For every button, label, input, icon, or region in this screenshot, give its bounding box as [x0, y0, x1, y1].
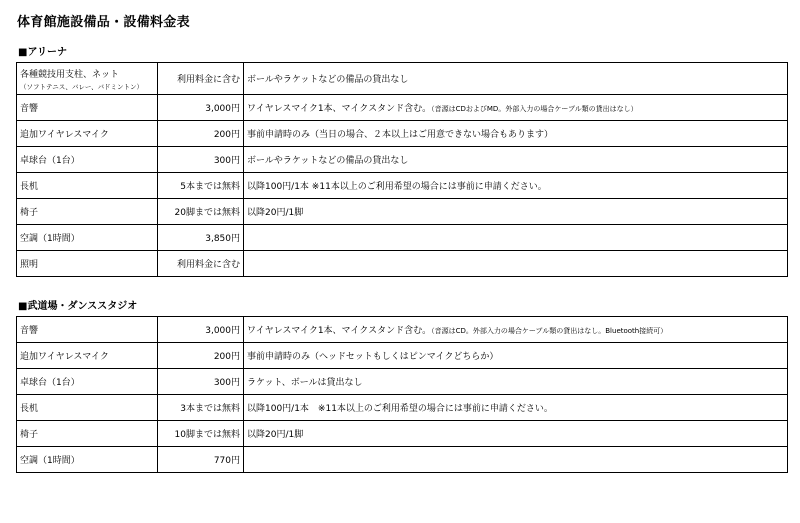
price-cell: 300円: [158, 147, 244, 173]
price-cell: 10脚までは無料: [158, 421, 244, 447]
note-text: 事前申請時のみ（当日の場合、２本以上はご用意できない場合もあります）: [247, 130, 554, 140]
table-row: [17, 63, 788, 95]
price-cell: 5本までは無料: [158, 173, 244, 199]
price-cell: 770円: [158, 447, 244, 473]
item-cell: [17, 199, 158, 225]
item-name: 長机: [20, 404, 39, 414]
item-cell: [17, 63, 158, 95]
note-cell: [244, 369, 788, 395]
note-cell: [244, 317, 788, 343]
note-text: ボールやラケットなどの備品の貸出なし: [247, 156, 409, 166]
item-name: 追加ワイヤレスマイク: [20, 352, 109, 362]
note-text: 以降20円/1脚: [247, 208, 304, 218]
arena-fee-table: [16, 62, 788, 277]
note-cell: [244, 395, 788, 421]
note-text: ラケット、ボールは貸出なし: [247, 378, 363, 388]
item-name: 照明: [20, 260, 39, 270]
price-cell: 利用料金に含む: [158, 63, 244, 95]
table-row: [17, 317, 788, 343]
item-name: 追加ワイヤレスマイク: [20, 130, 109, 140]
note-text: ワイヤレスマイク1本、マイクスタンド含む。: [247, 104, 432, 114]
note-cell: [244, 95, 788, 121]
item-cell: [17, 95, 158, 121]
item-cell: [17, 447, 158, 473]
item-cell: [17, 147, 158, 173]
item-name: 卓球台（1台）: [20, 378, 80, 388]
note-cell: [244, 251, 788, 277]
item-cell: [17, 343, 158, 369]
table-row: [17, 343, 788, 369]
note-cell: [244, 173, 788, 199]
note-text: ワイヤレスマイク1本、マイクスタンド含む。: [247, 326, 432, 336]
price-cell: 200円: [158, 121, 244, 147]
table-row: [17, 173, 788, 199]
note-cell: [244, 447, 788, 473]
note-cell: [244, 63, 788, 95]
note-text: 以降100円/1本 ※11本以上のご利用希望の場合には事前に申請ください。: [247, 404, 553, 414]
page-title: 体育館施設備品・設備料金表: [17, 15, 190, 30]
table-row: [17, 251, 788, 277]
price-cell: 利用料金に含む: [158, 251, 244, 277]
table-row: [17, 395, 788, 421]
item-name: 卓球台（1台）: [20, 156, 80, 166]
item-cell: [17, 369, 158, 395]
item-name: 音響: [20, 104, 39, 114]
item-name: 長机: [20, 182, 39, 192]
price-cell: 20脚までは無料: [158, 199, 244, 225]
price-cell: 3本までは無料: [158, 395, 244, 421]
note-text: ボールやラケットなどの備品の貸出なし: [247, 75, 409, 85]
note-cell: [244, 199, 788, 225]
price-cell: 3,000円: [158, 317, 244, 343]
note-text: 以降20円/1脚: [247, 430, 304, 440]
note-cell: [244, 147, 788, 173]
item-cell: [17, 225, 158, 251]
note-detail: （音源はCDおよびMD。外部入力の場合ケーブル類の貸出はなし）: [431, 105, 638, 113]
item-name: 空調（1時間）: [20, 234, 80, 244]
note-cell: [244, 421, 788, 447]
item-subnote: （ソフトテニス、バレー、バドミントン）: [20, 82, 144, 91]
table-row: [17, 121, 788, 147]
item-name: 椅子: [20, 430, 39, 440]
item-name: 各種競技用支柱、ネット: [20, 69, 120, 80]
section-heading-arena: ■アリーナ: [18, 47, 68, 58]
item-cell: [17, 317, 158, 343]
note-detail: （音源はCD。外部入力の場合ケーブル類の貸出はなし。Bluetooth接続可）: [431, 327, 668, 335]
table-row: [17, 447, 788, 473]
table-row: [17, 369, 788, 395]
table-row: [17, 147, 788, 173]
table-row: [17, 421, 788, 447]
note-text: 事前申請時のみ（ヘッドセットもしくはピンマイクどちらか）: [247, 352, 499, 362]
price-cell: 200円: [158, 343, 244, 369]
table-row: [17, 225, 788, 251]
item-name: 音響: [20, 326, 39, 336]
price-cell: 300円: [158, 369, 244, 395]
table-row: [17, 95, 788, 121]
item-cell: [17, 251, 158, 277]
item-name: 椅子: [20, 208, 39, 218]
item-name: 空調（1時間）: [20, 456, 80, 466]
table-row: [17, 199, 788, 225]
item-cell: [17, 121, 158, 147]
budojo-fee-table: [16, 316, 788, 473]
price-cell: 3,000円: [158, 95, 244, 121]
item-cell: [17, 395, 158, 421]
note-text: 以降100円/1本 ※11本以上のご利用希望の場合には事前に申請ください。: [247, 182, 547, 192]
note-cell: [244, 343, 788, 369]
section-heading-budojo: ■武道場・ダンススタジオ: [18, 301, 138, 312]
note-cell: [244, 225, 788, 251]
item-cell: [17, 421, 158, 447]
note-cell: [244, 121, 788, 147]
price-cell: 3,850円: [158, 225, 244, 251]
item-cell: [17, 173, 158, 199]
